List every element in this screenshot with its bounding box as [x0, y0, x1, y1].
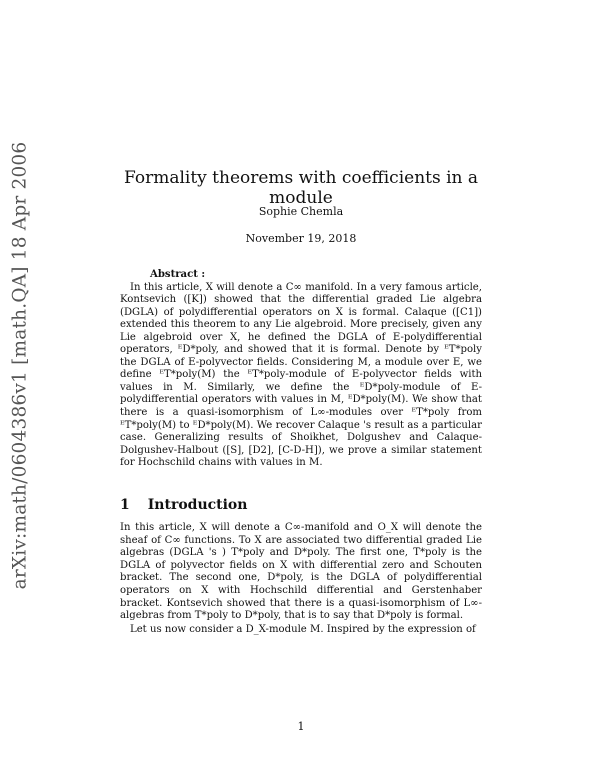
abstract-paragraph	[120, 269, 482, 282]
abstract-heading: Abstract :	[150, 269, 206, 280]
abstract-body: In this article, X will denote a C∞ manifold. In a very famous article, Kontsevich ([K]) showed that the differential graded Lie algebra (DGLA) of polydifferential operators on X is formal. Calaque ([C1]) extended this theorem to any Lie algebroid. More precisely, given any Lie algebroid over X, he defined the DGLA of E-polydifferential operators, ᴱD*poly, and showed that it is formal. Denote by ᴱT*poly the DGLA of E-polyvector fields. Considering M, a module over E, we define ᴱT*poly(M) the ᴱT*poly-module of E-polyvector fields with values in M. Similarly, we define the ᴱD*poly-module of E-polydifferential operators with values in M, ᴱD*poly(M). We show that there is a quasi-isomorphism of L∞-modules over ᴱT*poly from ᴱT*poly(M) to ᴱD*poly(M). We recover Calaque 's result as a particular case. Generalizing results of Shoikhet, Dolgushev and Calaque-Dolgushev-Halbout ([S], [D2], [C-D-H]), we prove a similar statement for Hochschild chains with values in M.	[120, 281, 482, 469]
paper-title: Formality theorems with coefficients in a module	[123, 168, 479, 208]
arxiv-identifier-text: arXiv:math/0604386v1 [math.QA] 18 Apr 2006	[9, 141, 31, 589]
page-number: 1	[297, 720, 305, 733]
introduction-text	[120, 522, 482, 636]
section-heading	[120, 497, 247, 513]
abstract-block	[120, 269, 482, 470]
section-number: 1	[120, 497, 130, 513]
arxiv-sidebar-identifier	[2, 141, 38, 589]
section-title: Introduction	[147, 497, 248, 513]
paper-date: November 19, 2018	[245, 232, 357, 245]
intro-paragraph-2: Let us now consider a D_X-module M. Inspired by the expression of	[130, 623, 476, 635]
intro-paragraph-1: In this article, X will denote a C∞-manifold and O_X will denote the sheaf of C∞ functions. To X are associated two differential graded Lie algebras (DGLA 's ) T*poly and D*poly. The first one, T*poly is the DGLA of polyvector fields on X with differential zero and Schouten bracket. The second one, D*poly, is the DGLA of polydifferential operators on X with Hochschild differential and Gerstenhaber bracket. Kontsevich showed that there is a quasi-isomorphism of L∞-algebras from T*poly to D*poly, that is to say that D*poly is formal.	[120, 522, 482, 622]
author-name: Sophie Chemla	[258, 205, 344, 218]
